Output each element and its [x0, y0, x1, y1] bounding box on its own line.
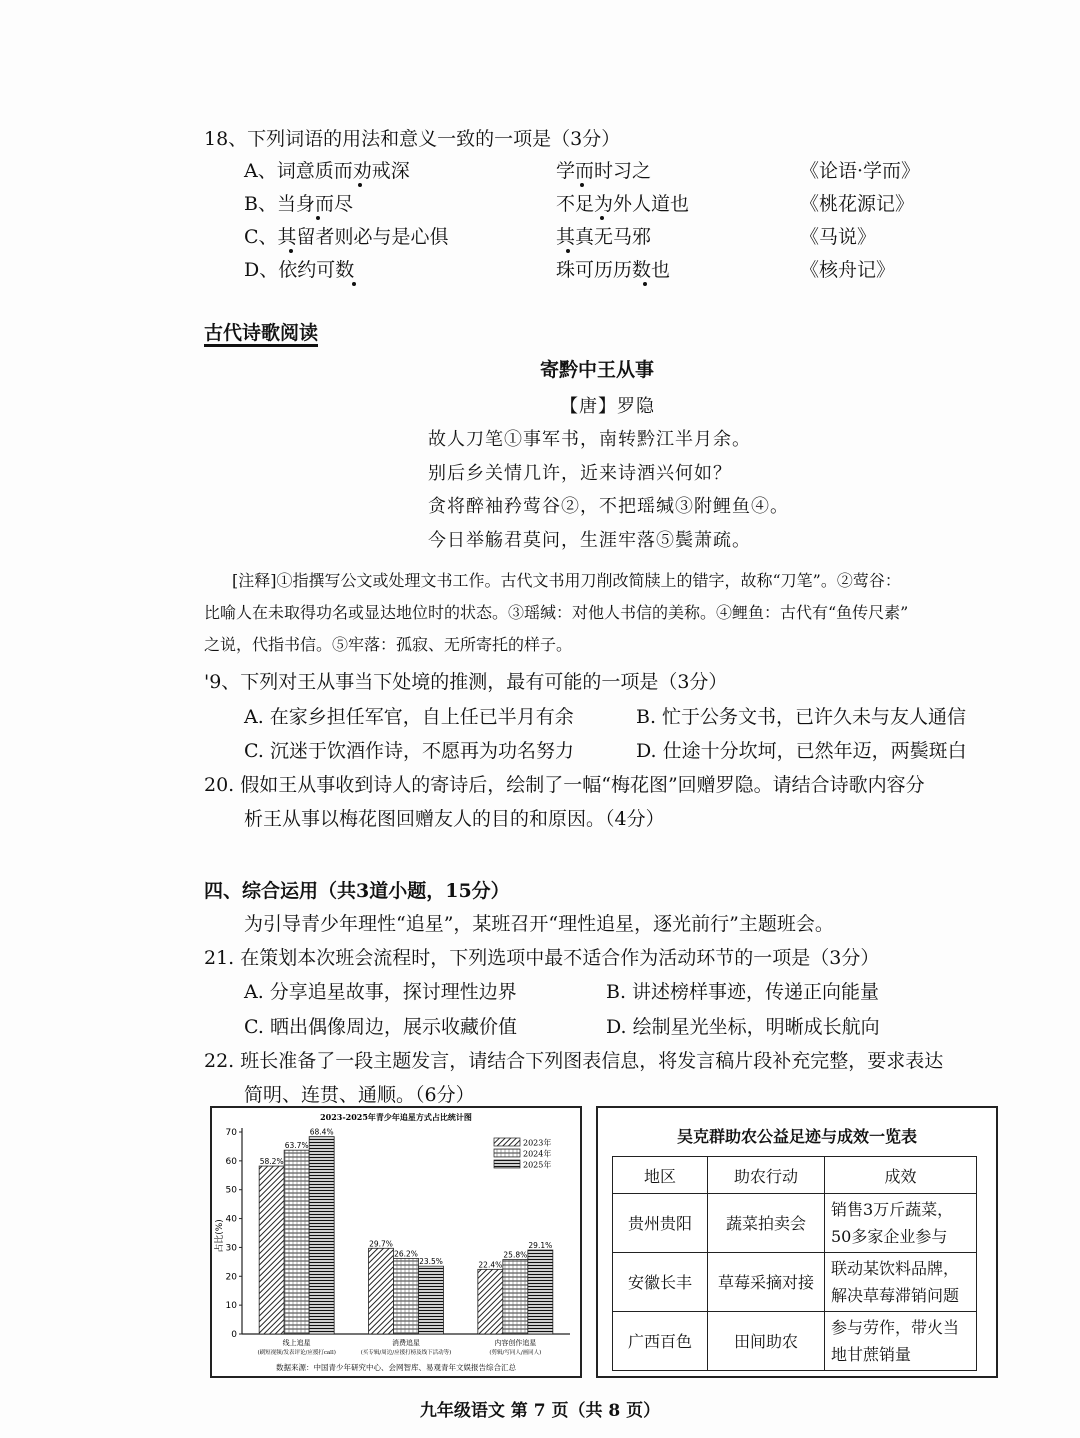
table-header-region: 地区 [613, 1157, 708, 1194]
emphasis-dot [358, 183, 362, 187]
y-tick-label: 70 [225, 1128, 237, 1138]
table-header-effect: 成效 [825, 1157, 977, 1194]
table-cell-region: 广西百色 [613, 1312, 708, 1371]
q18-option-d-source: 《核舟记》 [800, 259, 896, 281]
bar-data-label: 23.5% [419, 1257, 443, 1267]
table-cell-action: 田间助农 [708, 1312, 825, 1371]
q18-option-c-source: 《马说》 [800, 226, 877, 248]
poem-note-3: 之说，代指书信。⑤牢落：孤寂、无所寄托的样子。 [204, 635, 573, 654]
y-tick-label: 30 [225, 1243, 237, 1254]
q19-stem: '9、下列对王从事当下处境的推测，最有可能的一项是（3分） [204, 671, 728, 693]
bar-data-label: 58.2% [259, 1157, 284, 1167]
help-farm-table [612, 1156, 977, 1371]
bar-data-label: 29.7% [369, 1239, 393, 1249]
x-category-sublabel: (买专辑/周边/应援打榜及线下活动等) [360, 1350, 452, 1356]
q18-option-d-example: 珠可历历数也 [556, 259, 671, 281]
chart-title: 2023-2025年青少年追星方式占比统计图 [320, 1112, 472, 1122]
q18-option-a-source: 《论语·学而》 [800, 160, 921, 182]
bar-data-label: 26.2% [394, 1249, 418, 1259]
section-title-poetry: 古代诗歌阅读 [204, 322, 318, 347]
emphasis-dot [600, 216, 604, 220]
table-cell-effect [825, 1253, 977, 1312]
table-header-action: 助农行动 [708, 1157, 825, 1194]
x-category-label: 消费追星 [392, 1339, 420, 1347]
table-row [613, 1312, 977, 1371]
q18-option-b-example: 不足为外人道也 [556, 193, 690, 215]
effect-line: 销售3万斤蔬菜， [831, 1200, 954, 1219]
legend-swatch [494, 1160, 520, 1168]
x-category-label: 内容创作追星 [494, 1339, 537, 1347]
q21-option-b: B. 讲述榜样事迹，传递正向能量 [606, 981, 880, 1003]
poem-author: 【唐】罗隐 [560, 396, 655, 417]
q21-stem: 21. 在策划本次班会流程时，下列选项中最不适合作为活动环节的一项是（3分） [204, 947, 880, 969]
emphasis-dot [643, 282, 647, 286]
effect-line: 联动某饮料品牌， [831, 1259, 960, 1278]
poem-note-2: 比喻人在未取得功名或显达地位时的状态。③瑶缄：对他人书信的美称。④鲤鱼：古代有“鱼传尺素” [204, 603, 909, 622]
bar-2023年-消费追星 [369, 1248, 394, 1334]
poem-note-1: [注释]①指撰写公文或处理文书工作。古代文书用刀削改简牍上的错字，故称“刀笔”。②莺谷： [232, 571, 901, 590]
table-cell-effect [825, 1312, 977, 1371]
table-cell-action: 蔬菜拍卖会 [708, 1194, 825, 1253]
emphasis-dot [352, 282, 356, 286]
q18-option-c-example: 其真无马邪 [556, 226, 652, 248]
q20-line-2: 析王从事以梅花图回赠友人的目的和原因。（4分） [244, 808, 665, 830]
table-row [613, 1253, 977, 1312]
x-category-sublabel: (剪辑/写同人/画同人) [489, 1350, 542, 1356]
q18-option-d: D、依约可数 [244, 259, 355, 281]
bar-2024年-内容创作追星 [503, 1260, 528, 1334]
q21-option-c: C. 晒出偶像周边，展示收藏价值 [244, 1016, 517, 1038]
poem-line-3: 贪将醉袖矜莺谷②，不把瑶缄③附鲤鱼④。 [428, 496, 789, 517]
emphasis-dot [316, 216, 320, 220]
legend-label: 2023年 [523, 1138, 552, 1148]
table-title: 吴克群助农公益足迹与成效一览表 [676, 1127, 917, 1146]
effect-line: 参与劳作，带火当 [831, 1318, 960, 1337]
y-tick-label: 10 [225, 1301, 237, 1312]
table-cell-action: 草莓采摘对接 [708, 1253, 825, 1312]
part4-intro: 为引导青少年理性“追星”，某班召开“理性追星，逐光前行”主题班会。 [244, 913, 834, 935]
q21-option-a: A. 分享追星故事，探讨理性边界 [244, 981, 517, 1003]
y-tick-label: 20 [225, 1272, 237, 1283]
legend-label: 2024年 [523, 1149, 552, 1159]
poem-line-2: 别后乡关情几许，近来诗酒兴何如？ [428, 463, 732, 484]
q18-option-a: A、词意质而劝戒深 [244, 160, 410, 182]
q18-stem: 18、下列词语的用法和意义一致的一项是（3分） [204, 128, 621, 150]
bar-2024年-消费追星 [394, 1258, 419, 1334]
page-footer: 九年级语文 第 7 页（共 8 页） [419, 1401, 661, 1421]
help-farm-table-panel [596, 1106, 998, 1378]
y-tick-label: 40 [225, 1214, 237, 1225]
bar-data-label: 25.8% [503, 1250, 528, 1260]
bar-2025年-线上追星 [309, 1137, 334, 1334]
effect-line: 解决草莓滞销问题 [831, 1286, 960, 1305]
bar-2023年-内容创作追星 [478, 1269, 503, 1334]
bar-2024年-线上追星 [284, 1150, 309, 1334]
table-row [613, 1194, 977, 1253]
x-category-label: 线上追星 [282, 1339, 311, 1347]
emphasis-dot [566, 249, 570, 253]
q18-option-b: B、当身而尽 [244, 193, 353, 215]
table-cell-region: 安徽长丰 [613, 1253, 708, 1312]
part4-heading: 四、综合运用（共3道小题，15分） [204, 880, 510, 902]
q22-line-1: 22. 班长准备了一段主题发言，请结合下列图表信息，将发言稿片段补充完整，要求表达 [204, 1050, 944, 1072]
table-cell-effect [825, 1194, 977, 1253]
poem-line-4: 今日举觞君莫问，生涯牢落⑤鬓萧疏。 [428, 530, 751, 551]
poem-line-1: 故人刀笔①事军书，南转黔江半月余。 [428, 429, 751, 450]
y-tick-label: 60 [225, 1156, 237, 1167]
q22-line-2: 简明、连贯、通顺。（6分） [244, 1084, 475, 1106]
table-header-row [613, 1157, 977, 1194]
q19-option-b: B. 忙于公务文书，已许久未与友人通信 [636, 706, 967, 728]
q19-option-d: D. 仕途十分坎坷，已然年迈，两鬓斑白 [636, 740, 967, 762]
q19-option-a: A. 在家乡担任军官，自上任已半月有余 [244, 706, 574, 728]
effect-line: 地甘蔗销量 [831, 1345, 912, 1364]
legend-swatch [494, 1138, 520, 1146]
effect-line: 50多家企业参与 [831, 1227, 948, 1246]
bar-chart [212, 1108, 580, 1376]
bar-data-label: 22.4% [478, 1260, 503, 1270]
y-tick-label: 0 [231, 1330, 237, 1340]
emphasis-dot [289, 249, 293, 253]
bar-data-label: 29.1% [528, 1241, 553, 1251]
legend-swatch [494, 1149, 520, 1157]
chart-ylabel: 占比(%) [215, 1219, 225, 1253]
q18-option-a-example: 学而时习之 [556, 160, 652, 182]
bar-2025年-内容创作追星 [528, 1250, 553, 1334]
chart-source: 数据来源：中国青少年研究中心、会网智库、易观青年文娱报告综合汇总 [276, 1363, 516, 1372]
table-cell-region: 贵州贵阳 [613, 1194, 708, 1253]
legend-label: 2025年 [523, 1160, 552, 1170]
bar-chart-panel [210, 1106, 582, 1378]
q20-line-1: 20. 假如王从事收到诗人的寄诗后，绘制了一幅“梅花图”回赠罗隐。请结合诗歌内容分 [204, 774, 925, 796]
q19-option-c: C. 沉迷于饮酒作诗，不愿再为功名努力 [244, 740, 574, 762]
emphasis-dot [580, 183, 584, 187]
q18-option-b-source: 《桃花源记》 [800, 193, 915, 215]
bar-data-label: 68.4% [309, 1127, 334, 1137]
bar-data-label: 63.7% [284, 1141, 309, 1151]
x-category-sublabel: (刷短视频/发表评论/应援打call) [257, 1350, 336, 1356]
y-tick-label: 50 [225, 1185, 237, 1196]
poem-title: 寄黔中王从事 [540, 359, 655, 381]
q18-option-c: C、其留者则必与是心俱 [244, 226, 449, 248]
bar-2025年-消费追星 [419, 1266, 444, 1334]
q21-option-d: D. 绘制星光坐标，明晰成长航向 [606, 1016, 880, 1038]
bar-2023年-线上追星 [259, 1166, 284, 1334]
